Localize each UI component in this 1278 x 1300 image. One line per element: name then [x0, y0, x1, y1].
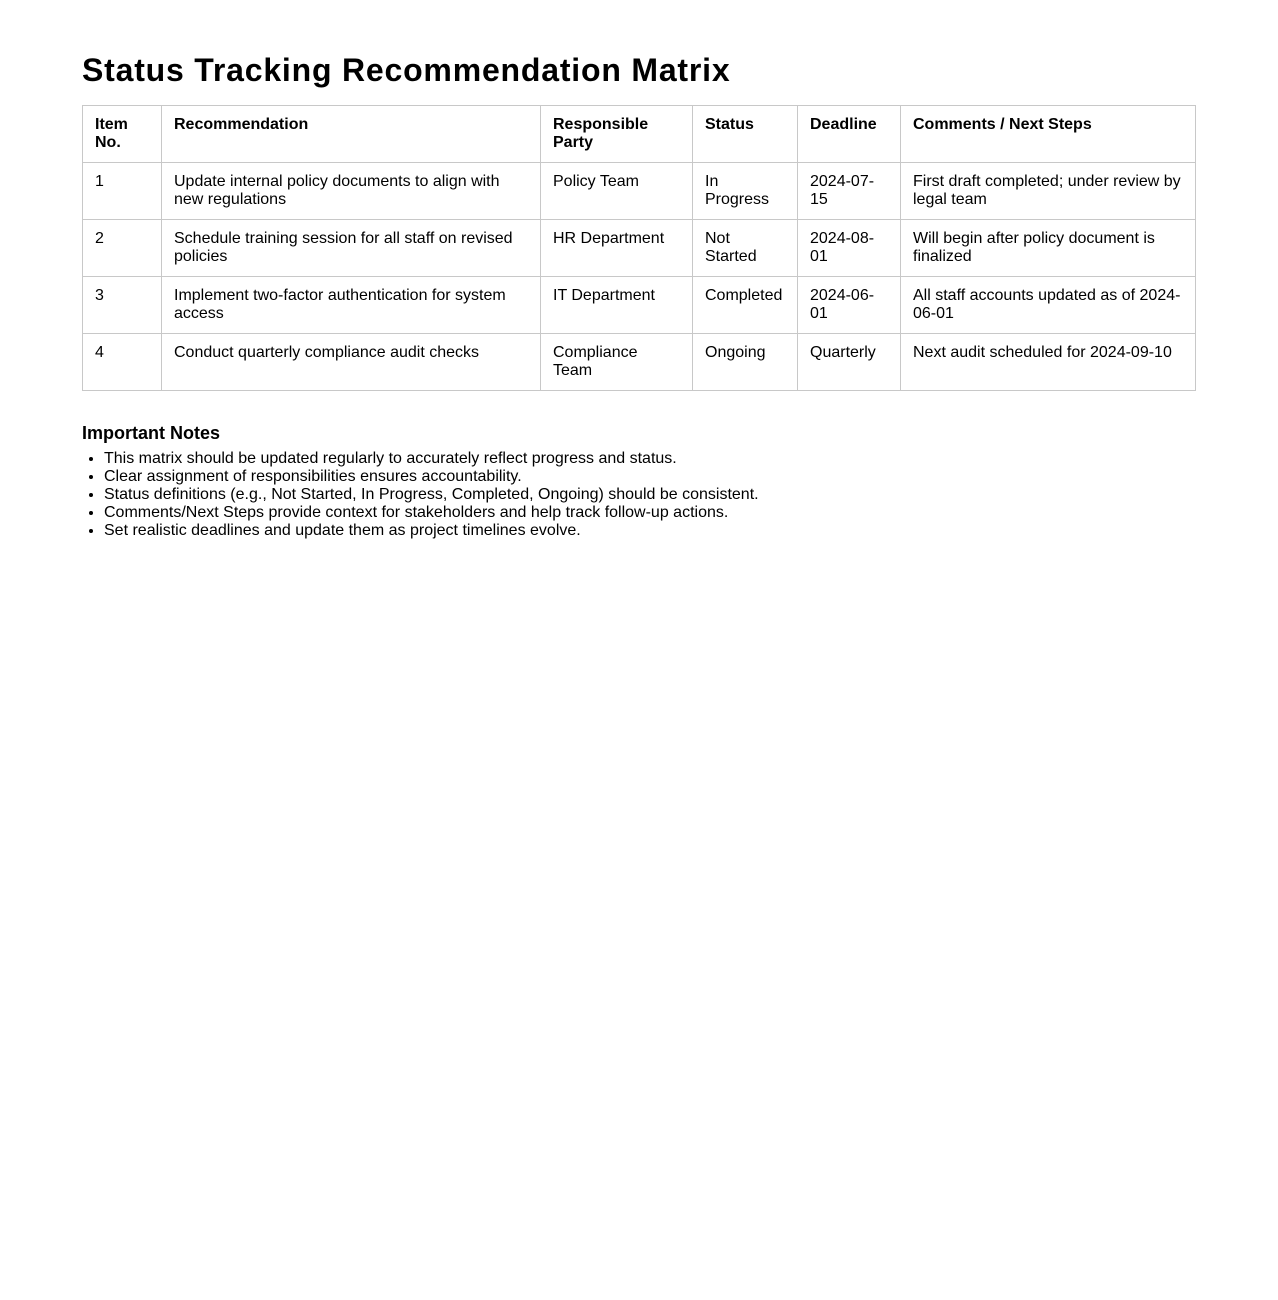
cell-recommendation: Update internal policy documents to align with new regulations — [162, 163, 541, 220]
list-item: • Clear assignment of responsibilities ensures accountability. — [104, 468, 1196, 486]
cell-item-no: 2 — [83, 220, 162, 277]
document — [82, 48, 1196, 540]
header-comments: Comments / Next Steps — [901, 106, 1196, 163]
cell-deadline: 2024-08-01 — [798, 220, 901, 277]
cell-recommendation: Conduct quarterly compliance audit checks — [162, 334, 541, 391]
cell-status: In Progress — [693, 163, 798, 220]
table-row — [83, 334, 1196, 391]
cell-responsible-party: HR Department — [541, 220, 693, 277]
cell-status: Ongoing — [693, 334, 798, 391]
header-item-no: Item No. — [83, 106, 162, 163]
cell-comments: Will begin after policy document is finalized — [901, 220, 1196, 277]
list-item: • Set realistic deadlines and update them as project timelines evolve. — [104, 522, 1196, 540]
cell-status: Not Started — [693, 220, 798, 277]
cell-item-no: 1 — [83, 163, 162, 220]
cell-responsible-party: Policy Team — [541, 163, 693, 220]
cell-comments: Next audit scheduled for 2024-09-10 — [901, 334, 1196, 391]
cell-comments: First draft completed; under review by legal team — [901, 163, 1196, 220]
recommendation-matrix-table — [82, 105, 1196, 391]
header-status: Status — [693, 106, 798, 163]
list-item: • This matrix should be updated regularly to accurately reflect progress and status. — [104, 450, 1196, 468]
table-row — [83, 277, 1196, 334]
list-item: • Status definitions (e.g., Not Started, In Progress, Completed, Ongoing) should be consistent. — [104, 486, 1196, 504]
cell-deadline: 2024-07-15 — [798, 163, 901, 220]
page-title: Status Tracking Recommendation Matrix — [82, 52, 731, 88]
header-recommendation: Recommendation — [162, 106, 541, 163]
cell-deadline: 2024-06-01 — [798, 277, 901, 334]
notes-list — [82, 450, 1196, 540]
cell-status: Completed — [693, 277, 798, 334]
cell-responsible-party: IT Department — [541, 277, 693, 334]
cell-item-no: 4 — [83, 334, 162, 391]
table-row — [83, 163, 1196, 220]
notes-heading: Important Notes — [82, 423, 221, 443]
table-row — [83, 220, 1196, 277]
cell-item-no: 3 — [83, 277, 162, 334]
table-header-row — [83, 106, 1196, 163]
list-item: • Comments/Next Steps provide context for stakeholders and help track follow-up actions. — [104, 504, 1196, 522]
header-responsible-party: Responsible Party — [541, 106, 693, 163]
cell-comments: All staff accounts updated as of 2024-06-01 — [901, 277, 1196, 334]
cell-recommendation: Implement two-factor authentication for system access — [162, 277, 541, 334]
cell-recommendation: Schedule training session for all staff on revised policies — [162, 220, 541, 277]
cell-deadline: Quarterly — [798, 334, 901, 391]
header-deadline: Deadline — [798, 106, 901, 163]
cell-responsible-party: Compliance Team — [541, 334, 693, 391]
